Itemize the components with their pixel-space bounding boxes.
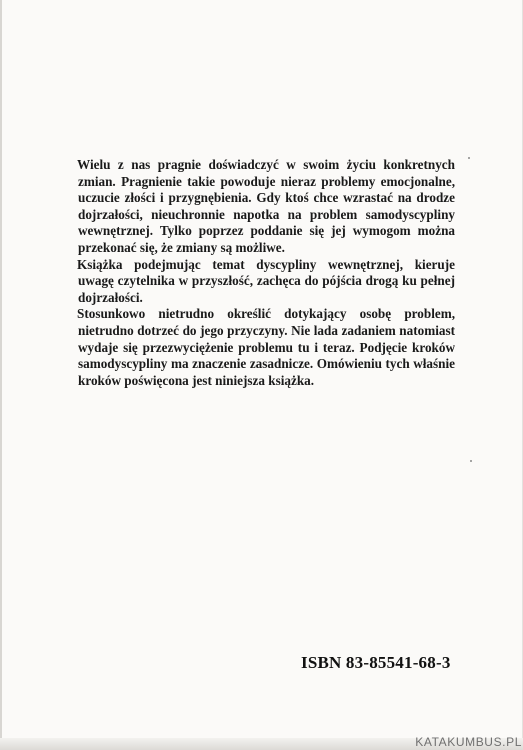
blurb-line: Książka podejmując temat dyscypliny wewnętrznej, kieruje <box>77 256 455 272</box>
blurb-paragraph-3 <box>78 306 455 389</box>
blurb-line: uwagę czytelnika w przyszłość, zachęca do pójścia drogą ku pełnej <box>78 273 455 289</box>
back-cover-blurb <box>78 157 455 389</box>
blurb-paragraph-2 <box>78 257 455 307</box>
blurb-line: Stosunkowo nietrudno określić dotykający osobę problem, <box>77 306 455 322</box>
source-watermark: KATAKUMBUS.PL <box>415 735 522 749</box>
blurb-line: Wielu z nas pragnie doświadczyć w swoim życiu konkretnych <box>77 157 455 172</box>
blurb-line: wydaje się przezwyciężenie problemu tu i teraz. Podjęcie kroków <box>78 339 455 355</box>
paper-speck <box>470 460 472 462</box>
blurb-paragraph-1 <box>78 157 455 257</box>
blurb-line: samodyscypliny ma znaczenie zasadnicze. Omówieniu tych właśnie <box>78 356 455 372</box>
blurb-line: kroków poświęcona jest niniejsza książka. <box>78 372 315 388</box>
blurb-line: nietrudno dotrzeć do jego przyczyny. Nie lada zadaniem natomiast <box>78 322 455 338</box>
blurb-line: dojrzałości. <box>78 289 143 305</box>
blurb-line: przekonać się, że zmiany są możliwe. <box>78 239 285 255</box>
isbn-number: ISBN 83-85541-68-3 <box>301 653 451 672</box>
blurb-line: wewnętrznej. Tylko poprzez poddanie się jej wymogom można <box>78 223 455 239</box>
paper-speck <box>468 157 470 159</box>
blurb-line: zmian. Pragnienie takie powoduje nieraz problemy emocjonalne, <box>78 173 455 189</box>
page-left-edge <box>0 0 2 750</box>
blurb-line: dojrzałości, nieuchronnie napotka na problem samodyscypliny <box>78 206 455 222</box>
blurb-line: uczucie złości i przygnębienia. Gdy ktoś chce wzrastać na drodze <box>78 190 455 206</box>
